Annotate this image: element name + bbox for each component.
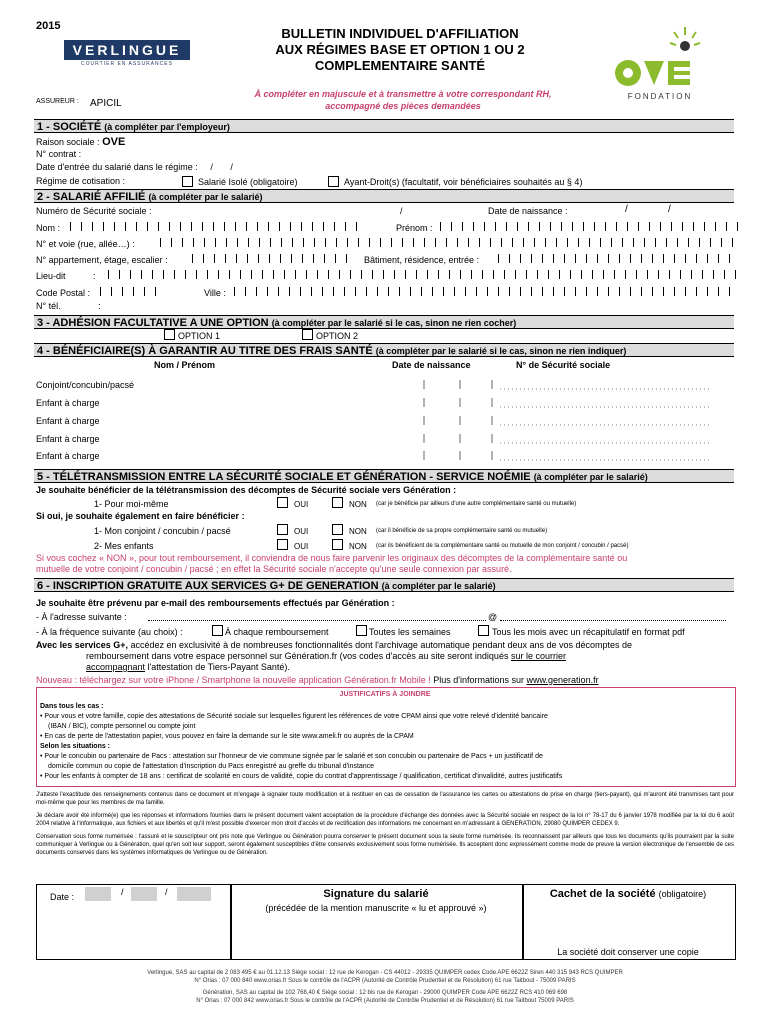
signature-subtitle: (précédée de la mention manuscrite « lu et approuvé ») bbox=[265, 903, 487, 913]
naissance-label: Date de naissance : bbox=[488, 206, 568, 216]
option-1-label: OPTION 1 bbox=[178, 331, 221, 341]
enfants-non-hint: (car ils bénéficient de la complémentaire santé ou mutuelle de mon conjoint / concubin / pacsé) bbox=[376, 543, 629, 549]
cp-label: Code Postal : bbox=[36, 288, 91, 298]
isole-checkbox[interactable] bbox=[182, 176, 193, 187]
email-label: - À l'adresse suivante : bbox=[36, 612, 127, 622]
freq-each-checkbox[interactable] bbox=[212, 625, 223, 636]
voie-label: N° et voie (rue, allée…) : bbox=[36, 239, 135, 249]
moi-non-label: NON bbox=[349, 500, 367, 509]
section-1-header: 1 - SOCIÉTÉ (à compléter par l'employeur) bbox=[34, 119, 734, 133]
prenom-label: Prénom : bbox=[396, 223, 433, 233]
footer: Verlingue, SAS au capital de 2 083 495 € au 01.12.13 Siège social : 12 rue de Kerogan - CS 44012 - 29335 QUIMPER cedex Code APE 6622Z Siren 440 315 943 RCS QUIMPER N° Orias : 07 000 840 www.orias.fr Sous le contrôle de l'ACPR (Autorité de Contrôle Prudentiel et de Résolution) 61 rue Taitbout - 75009 PARIS Génération, SAS au capital de 102 768,40 € Siège social : 12 bis rue de Kerogan - 29000 QUIMPER Code APE 6622Z RCS 410 069 698 N° Orias : 07 000 842 www.orias.fr Sous le contrôle de l'ACPR (Autorité de Contrôle Prudentiel et de Résolution) 61 rue Taitbout 75009 PARIS bbox=[147, 970, 623, 1004]
appt-label: N° appartement, étage, escalier : bbox=[36, 255, 168, 265]
beneficiary-row-label: Enfant à charge bbox=[36, 451, 100, 461]
justificatifs-title: JUSTIFICATIFS À JOINDRE bbox=[339, 691, 431, 698]
moi-oui-label: OUI bbox=[294, 500, 309, 509]
contrat-label: N° contrat : bbox=[36, 149, 82, 159]
raison-sociale-value: OVE bbox=[102, 136, 126, 148]
raison-sociale-row: Raison sociale : OVE bbox=[36, 136, 126, 148]
nouveau-line: Nouveau : téléchargez sur votre iPhone / Smartphone la nouvelle application Génération.fr Mobile ! Plus d'informations sur www.generation.fr bbox=[36, 675, 599, 685]
gplus-text: Avec les services G+, accédez en exclusivité à de nombreuses fonctionnalités dont l'archivage automatique pendant deux ans de vos décomptes de remboursement dans votre espace personnel sur Génération.fr (vos codes d'accès au site seront indiqués sur le courrier accompagnant l'attestation de Tiers-Payant Santé). bbox=[36, 640, 633, 672]
section-6-header: 6 - INSCRIPTION GRATUITE AUX SERVICES G+ DE GENERATION (à compléter par le salarié) bbox=[34, 578, 734, 592]
beneficiary-row-label: Conjoint/concubin/pacsé bbox=[36, 380, 135, 390]
section-2-header: 2 - SALARIÉ AFFILIÉ (à compléter par le salarié) bbox=[34, 189, 734, 203]
fondation-label: FONDATION bbox=[627, 92, 693, 101]
beneficiary-grid-lines bbox=[36, 375, 736, 463]
moi-oui-checkbox[interactable] bbox=[277, 497, 288, 508]
section-3-header: 3 - ADHÉSION FACULTATIVE A UNE OPTION (à compléter par le salarié si le cas, sinon ne rien cocher) bbox=[34, 315, 734, 329]
enfants-oui-checkbox[interactable] bbox=[277, 539, 288, 550]
ayant-droit-label: Ayant-Droit(s) (facultatif, voir bénéficiaires souhaités au § 4) bbox=[344, 177, 583, 187]
date-label: Date : bbox=[50, 892, 75, 902]
signature-title: Signature du salarié bbox=[323, 888, 429, 900]
conjoint-non-checkbox[interactable] bbox=[332, 524, 343, 535]
secu-separator: / bbox=[400, 206, 403, 216]
verlingue-logo-sub: COURTIER EN ASSURANCES bbox=[81, 61, 173, 67]
enfants-non-checkbox[interactable] bbox=[332, 539, 343, 550]
option-2-label: OPTION 2 bbox=[316, 331, 359, 341]
naissance-separator-2: / bbox=[668, 204, 671, 215]
cp-input[interactable] bbox=[100, 287, 160, 296]
prenom-input[interactable] bbox=[440, 222, 740, 231]
freq-label: - À la fréquence suivante (au choix) : bbox=[36, 627, 183, 637]
enfants-non-label: NON bbox=[349, 542, 367, 551]
si-oui-question: Si oui, je souhaite également en faire bénéficier : bbox=[36, 511, 245, 521]
enfants-label: 2- Mes enfants bbox=[94, 541, 154, 551]
conjoint-oui-label: OUI bbox=[294, 527, 309, 536]
section-5-header: 5 - TÉLÉTRANSMISSION ENTRE LA SÉCURITÉ SOCIALE ET GÉNÉRATION - SERVICE NOÉMIE (à compléter par le salarié) bbox=[34, 469, 734, 483]
assureur-label: ASSUREUR : bbox=[36, 98, 79, 105]
conjoint-non-hint: (car il bénéficie de sa propre complémentaire santé ou mutuelle) bbox=[376, 528, 548, 534]
lieu-dit-label: Lieu-dit : bbox=[36, 271, 96, 281]
assureur-value: APICIL bbox=[90, 98, 122, 109]
conjoint-label: 1- Mon conjoint / concubin / pacsé bbox=[94, 526, 231, 536]
option-1-checkbox[interactable] bbox=[164, 329, 175, 340]
date-input[interactable]: / / bbox=[85, 887, 213, 901]
justificatifs-list: Dans tous les cas : • Pour vous et votre famille, copie des attestations de Sécurité sociale sur lesquelles figurent les références de votre CPAM ainsi que votre relevé d'identité bancaire (IBAN / BIC), compte personnel ou compte joint • En cas de perte de l'attestation papier, vous pouvez en faire la demande sur le site www.ameli.fr ou auprès de la CPAM Selon les situations : • Pour le concubin ou partenaire de Pacs : attestation sur l'honneur de vie commune signée par le salarié et son concubin ou partenaire de Pacs + un justificatif de domicile commun ou copie de l'attestation d'inscription du Pacs enregistré au greffe du tribunal d'instance • Pour les enfants à compter de 18 ans : certificat de scolarité en cours de validité, copie du contrat d'apprentissage / qualification, certificat d'invalidité, autres justificatifs bbox=[40, 703, 563, 780]
freq-month-checkbox[interactable] bbox=[478, 625, 489, 636]
batiment-input[interactable] bbox=[498, 254, 740, 263]
conjoint-oui-checkbox[interactable] bbox=[277, 524, 288, 535]
ville-input[interactable] bbox=[234, 287, 740, 296]
email-question: Je souhaite être prévenu par e-mail des remboursements effectués par Génération : bbox=[36, 598, 395, 608]
email-user-input[interactable] bbox=[148, 620, 486, 621]
col-nom-prenom: Nom / Prénom bbox=[154, 360, 216, 370]
freq-week-label: Toutes les semaines bbox=[369, 627, 451, 637]
verlingue-logo: VERLINGUE bbox=[64, 40, 190, 60]
teletransmission-question: Je souhaite bénéficier de la télétransmission des décomptes de Sécurité sociale vers Génération : bbox=[36, 485, 457, 495]
beneficiary-row-label: Enfant à charge bbox=[36, 434, 100, 444]
page-title: BULLETIN INDIVIDUEL D'AFFILIATION AUX RÉGIMES BASE ET OPTION 1 OU 2 COMPLEMENTAIRE SANTÉ bbox=[275, 26, 525, 73]
year-label: 2015 bbox=[36, 20, 61, 32]
naissance-separator-1: / bbox=[625, 204, 628, 215]
section-4-header: 4 - BÉNÉFICIAIRE(S) À GARANTIR AU TITRE DES FRAIS SANTÉ (à compléter par le salarié si le cas, sinon ne rien indiquer) bbox=[34, 343, 734, 357]
regime-cotisation-row: Régime de cotisation : bbox=[36, 176, 126, 186]
ayant-droit-checkbox[interactable] bbox=[328, 176, 339, 187]
generation-link[interactable]: www.generation.fr bbox=[526, 675, 599, 685]
beneficiary-row-label: Enfant à charge bbox=[36, 398, 100, 408]
nom-label: Nom : bbox=[36, 223, 61, 233]
email-domain-input[interactable] bbox=[500, 620, 726, 621]
moi-non-checkbox[interactable] bbox=[332, 497, 343, 508]
legal-text: J'atteste l'exactitude des renseignements contenus dans ce document et m'engage à signaler toute modification et à restituer en cas de cessation de l'assurance les cartes ou attestations de prise en charge (tiers-payant), qui m'auront été transmises tant pour moi-même que pour les membres de ma famille. Je déclare avoir été informé(e) que les réponses et informations fournies dans le présent document valent acceptation de la procédure d'échange des données avec la Sécurité sociale en respect de la loi n° 78-17 du 6 janvier 1978 modifiée par la loi du 6 août 2004 relative à l'informatique, aux fichiers et aux libertés et qu'il m'est possible d'exercer mon droit d'accès et de rectification des informations me concernant en m'adressant à GENERATION, 29080 QUIMPER CEDEX 9. Conservation sous forme numérisée : l'assuré et le souscripteur ont pris note que Verlingue ou Génération pourra conserver le présent document sous la seule forme numérisée. Ils reconnaissent par ailleurs que tous les documents qu'ils pourraient par la suite communiquer à Verlingue ou à Génération, quel qu'en soit leur support, seront également susceptibles d'être conservés exclusivement sous forme numérisée. Ils acceptent donc expressément comme mode de preuve la version électronique de l'ensemble de ces documents conservés dans les systèmes informatiques de Verlingue ou de Génération. bbox=[36, 792, 734, 856]
secu-label: Numéro de Sécurité sociale : bbox=[36, 206, 152, 216]
col-date-naissance: Date de naissance bbox=[392, 360, 471, 370]
pour-moi-label: 1- Pour moi-même bbox=[94, 499, 169, 509]
lieu-dit-input[interactable] bbox=[108, 270, 740, 279]
freq-week-checkbox[interactable] bbox=[356, 625, 367, 636]
freq-each-label: À chaque remboursement bbox=[225, 627, 329, 637]
appt-input[interactable] bbox=[192, 254, 352, 263]
conjoint-non-label: NON bbox=[349, 527, 367, 536]
freq-month-label: Tous les mois avec un récapitulatif en format pdf bbox=[492, 627, 685, 637]
beneficiary-row-label: Enfant à charge bbox=[36, 416, 100, 426]
enfants-oui-label: OUI bbox=[294, 542, 309, 551]
voie-input[interactable] bbox=[160, 238, 740, 247]
beneficiary-grid[interactable] bbox=[36, 375, 736, 463]
option-2-checkbox[interactable] bbox=[302, 329, 313, 340]
nom-input[interactable] bbox=[70, 222, 360, 231]
tel-label: N° tél. : bbox=[36, 301, 101, 311]
ville-label: Ville : bbox=[204, 288, 226, 298]
instructions: À compléter en majuscule et à transmettre à votre correspondant RH, accompagné des pièces demandées bbox=[254, 89, 552, 111]
date-entree-row: Date d'entrée du salarié dans le régime : / / bbox=[36, 162, 233, 172]
email-at: @ bbox=[488, 612, 498, 622]
col-secu: N° de Sécurité sociale bbox=[516, 360, 611, 370]
batiment-label: Bâtiment, résidence, entrée : bbox=[364, 255, 480, 265]
cachet-note: La société doit conserver une copie bbox=[557, 947, 699, 957]
non-warning: Si vous cochez « NON », pour tout remboursement, il conviendra de nous faire parvenir les originaux des décomptes de la complémentaire santé ou mutuelle de votre conjoint / concubin / pacsé ; en effet la Sécurité sociale n'accepte qu'une seule connexion par assuré. bbox=[36, 553, 628, 574]
cachet-title: Cachet de la société (obligatoire) bbox=[549, 888, 707, 900]
moi-non-hint: (car je bénéficie par ailleurs d'une autre complémentaire santé ou mutuelle) bbox=[376, 501, 577, 507]
isole-label: Salarié Isolé (obligatoire) bbox=[198, 177, 298, 187]
